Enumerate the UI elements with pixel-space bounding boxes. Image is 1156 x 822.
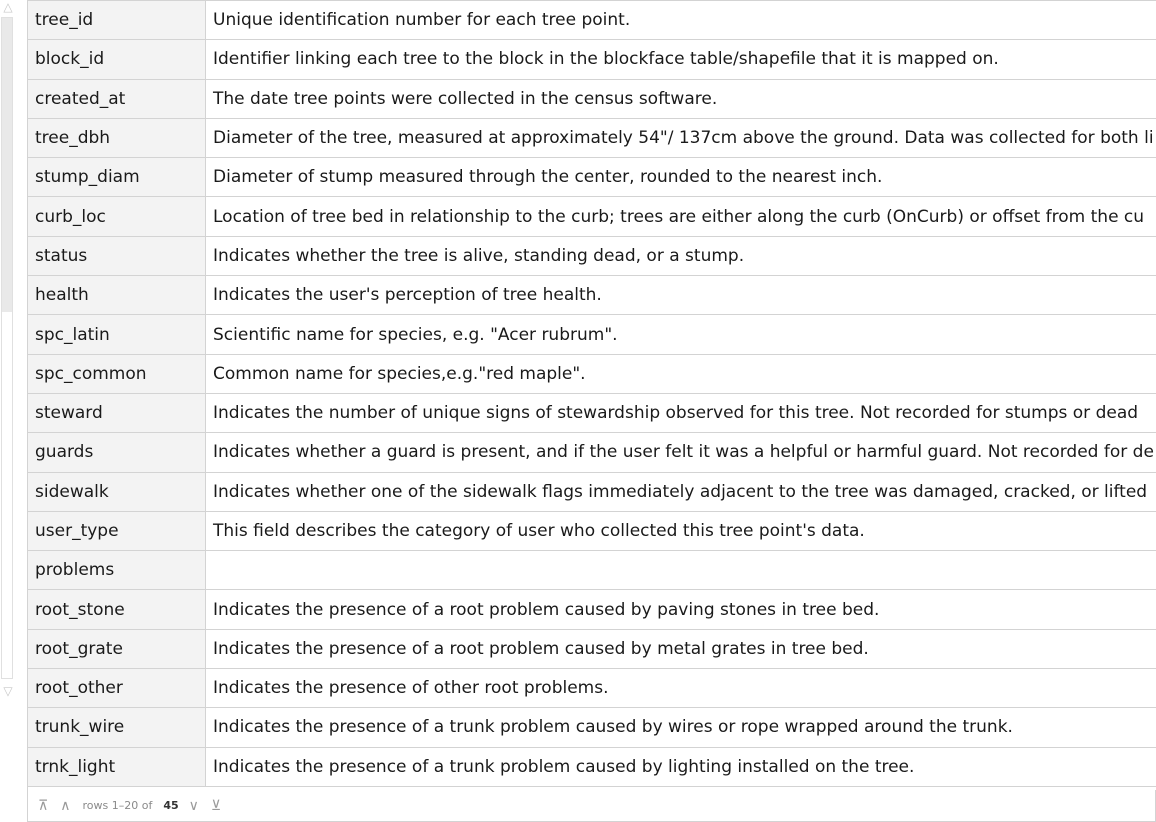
table-row bbox=[28, 669, 1156, 708]
field-description-cell: Indicates whether a guard is present, and if the user felt it was a helpful or harmful guard. Not recorded for de bbox=[206, 433, 1156, 472]
table-row bbox=[28, 118, 1156, 157]
field-description-cell: Diameter of the tree, measured at approximately 54"/ 137cm above the ground. Data was collected for both li bbox=[206, 118, 1156, 157]
table-row bbox=[28, 236, 1156, 275]
field-name-cell: spc_common bbox=[28, 354, 206, 393]
first-page-icon[interactable]: ⊼ bbox=[38, 797, 49, 814]
table-row bbox=[28, 629, 1156, 668]
data-table-frame bbox=[27, 0, 1156, 822]
field-name-cell: tree_id bbox=[28, 1, 206, 40]
table-row bbox=[28, 747, 1156, 786]
table-row bbox=[28, 79, 1156, 118]
field-name-cell: user_type bbox=[28, 511, 206, 550]
table-row bbox=[28, 40, 1156, 79]
data-table bbox=[28, 1, 1156, 787]
table-row bbox=[28, 708, 1156, 747]
field-name-cell: problems bbox=[28, 551, 206, 590]
field-description-cell: Diameter of stump measured through the center, rounded to the nearest inch. bbox=[206, 158, 1156, 197]
scroll-thumb[interactable] bbox=[2, 18, 12, 312]
table-row bbox=[28, 197, 1156, 236]
field-name-cell: guards bbox=[28, 433, 206, 472]
field-description-cell: Indicates whether the tree is alive, standing dead, or a stump. bbox=[206, 236, 1156, 275]
previous-page-icon[interactable]: ∧ bbox=[60, 797, 71, 814]
table-row bbox=[28, 551, 1156, 590]
vertical-scrollbar[interactable] bbox=[0, 0, 16, 700]
field-name-cell: root_grate bbox=[28, 629, 206, 668]
field-name-cell: spc_latin bbox=[28, 315, 206, 354]
field-description-cell: Identifier linking each tree to the block in the blockface table/shapefile that it is mapped on. bbox=[206, 40, 1156, 79]
field-name-cell: trunk_wire bbox=[28, 708, 206, 747]
field-name-cell: health bbox=[28, 276, 206, 315]
row-range-label: rows 1–20 of bbox=[82, 799, 153, 812]
field-name-cell: sidewalk bbox=[28, 472, 206, 511]
scroll-track[interactable] bbox=[1, 17, 13, 679]
field-description-cell: Unique identification number for each tree point. bbox=[206, 1, 1156, 40]
field-description-cell: Indicates the presence of other root problems. bbox=[206, 669, 1156, 708]
table-row bbox=[28, 276, 1156, 315]
field-description-cell: Indicates the presence of a trunk problem caused by wires or rope wrapped around the trunk. bbox=[206, 708, 1156, 747]
field-name-cell: steward bbox=[28, 393, 206, 432]
field-description-cell: The date tree points were collected in the census software. bbox=[206, 79, 1156, 118]
field-description-cell: Indicates the user's perception of tree health. bbox=[206, 276, 1156, 315]
pager-bar bbox=[28, 790, 1156, 822]
field-name-cell: status bbox=[28, 236, 206, 275]
table-row bbox=[28, 590, 1156, 629]
field-name-cell: tree_dbh bbox=[28, 118, 206, 157]
table-row bbox=[28, 315, 1156, 354]
field-name-cell: root_other bbox=[28, 669, 206, 708]
field-description-cell: Indicates the number of unique signs of stewardship observed for this tree. Not recorded for stumps or dead bbox=[206, 393, 1156, 432]
last-page-icon[interactable]: ⊻ bbox=[210, 797, 222, 814]
field-name-cell: curb_loc bbox=[28, 197, 206, 236]
field-description-cell: Indicates the presence of a root problem caused by metal grates in tree bed. bbox=[206, 629, 1156, 668]
field-name-cell: root_stone bbox=[28, 590, 206, 629]
field-description-cell: Location of tree bed in relationship to the curb; trees are either along the curb (OnCurb) or offset from the cu bbox=[206, 197, 1156, 236]
table-row bbox=[28, 433, 1156, 472]
field-name-cell: block_id bbox=[28, 40, 206, 79]
table-row bbox=[28, 158, 1156, 197]
table-row bbox=[28, 393, 1156, 432]
field-description-cell bbox=[206, 551, 1156, 590]
field-description-cell: Indicates the presence of a root problem caused by paving stones in tree bed. bbox=[206, 590, 1156, 629]
scroll-up-arrow-icon[interactable]: △ bbox=[3, 0, 13, 14]
table-row bbox=[28, 472, 1156, 511]
row-total-count: 45 bbox=[163, 799, 179, 812]
table-row bbox=[28, 354, 1156, 393]
field-name-cell: stump_diam bbox=[28, 158, 206, 197]
field-description-cell: Indicates whether one of the sidewalk flags immediately adjacent to the tree was damaged, cracked, or lifted bbox=[206, 472, 1156, 511]
field-description-cell: Scientific name for species, e.g. "Acer rubrum". bbox=[206, 315, 1156, 354]
field-description-cell: Indicates the presence of a trunk problem caused by lighting installed on the tree. bbox=[206, 747, 1156, 786]
field-name-cell: created_at bbox=[28, 79, 206, 118]
table-row bbox=[28, 511, 1156, 550]
field-name-cell: trnk_light bbox=[28, 747, 206, 786]
field-description-cell: This field describes the category of user who collected this tree point's data. bbox=[206, 511, 1156, 550]
field-description-cell: Common name for species,e.g."red maple". bbox=[206, 354, 1156, 393]
table-body bbox=[28, 1, 1156, 786]
scroll-down-arrow-icon[interactable]: ▽ bbox=[3, 684, 13, 698]
table-row bbox=[28, 1, 1156, 40]
next-page-icon[interactable]: ∨ bbox=[188, 797, 199, 814]
